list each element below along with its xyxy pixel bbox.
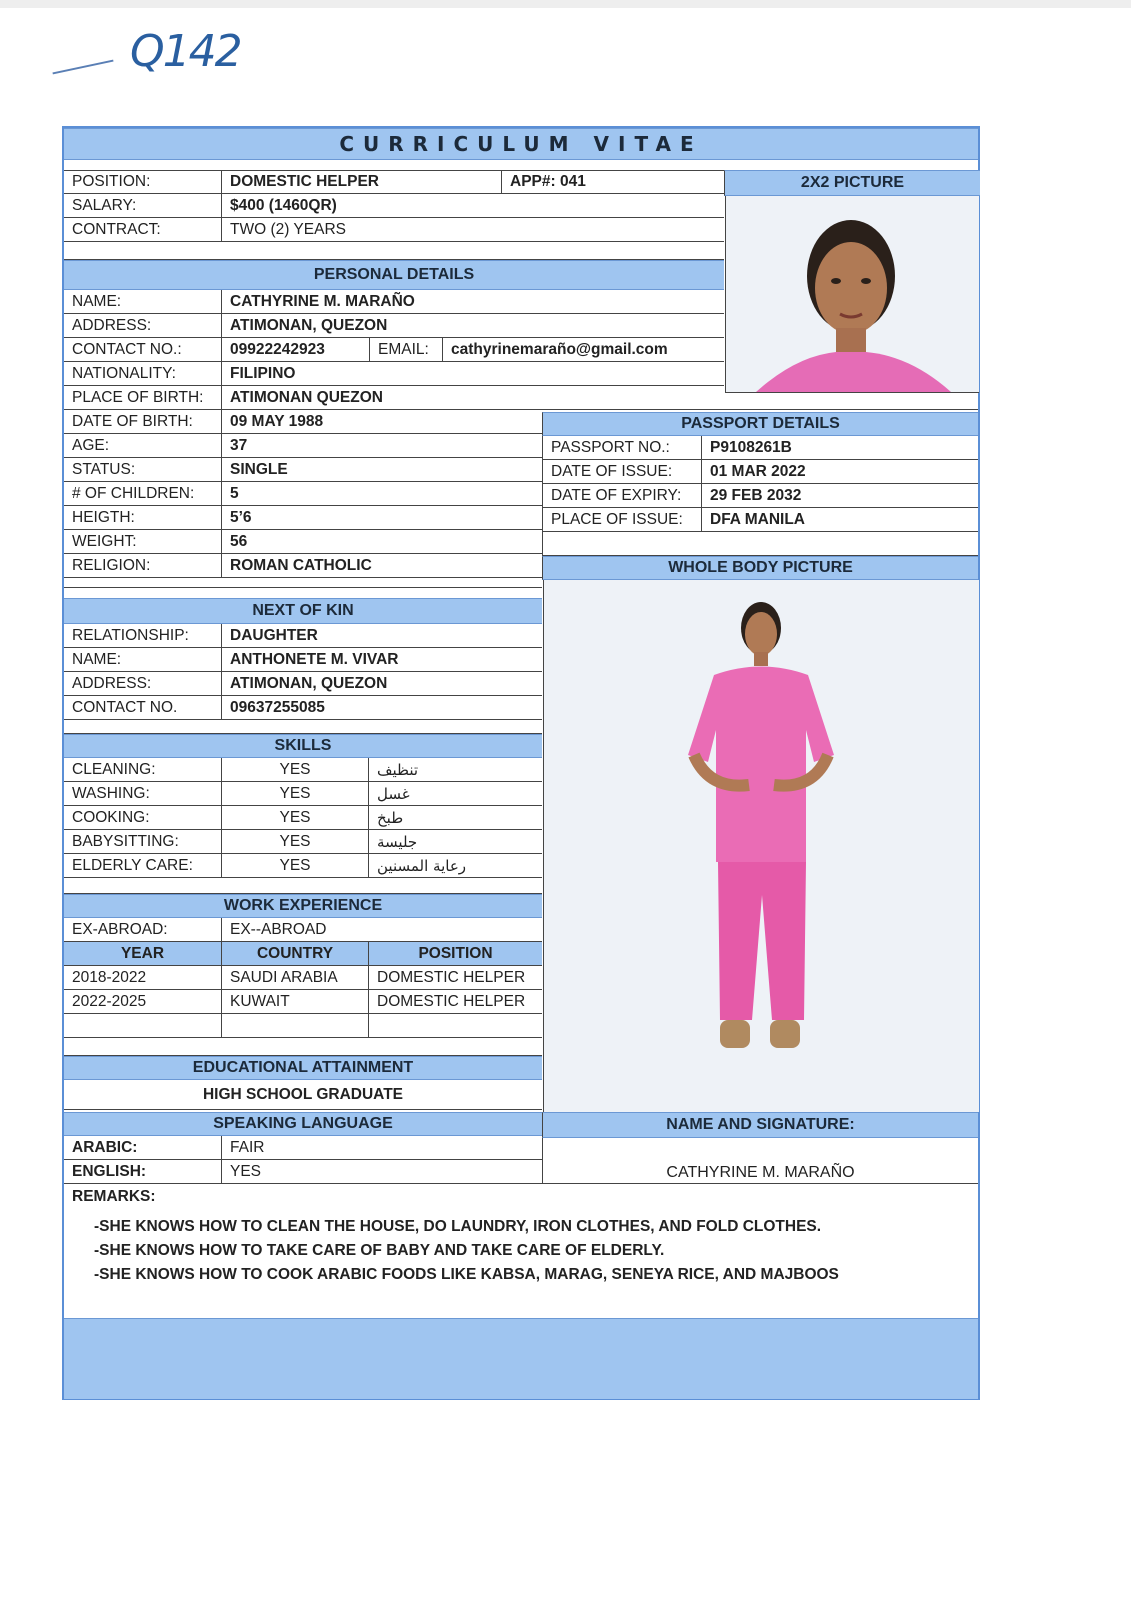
religion-row bbox=[64, 554, 542, 578]
status-row bbox=[64, 458, 542, 482]
skill-row bbox=[64, 854, 542, 878]
skills-header: SKILLS bbox=[64, 734, 542, 758]
issue-date-label: DATE OF ISSUE: bbox=[551, 462, 673, 480]
place-of-birth-row bbox=[64, 386, 978, 410]
education-row bbox=[64, 1080, 542, 1110]
passport-no-row bbox=[542, 436, 978, 460]
nationality-label: NATIONALITY: bbox=[72, 364, 176, 382]
cv-title: CURRICULUM VITAE bbox=[64, 128, 978, 160]
address-row bbox=[64, 314, 724, 338]
place-of-issue-row bbox=[542, 508, 978, 532]
spacer bbox=[542, 532, 978, 556]
skill-value: YES bbox=[221, 782, 368, 805]
age-label: AGE: bbox=[72, 436, 110, 454]
country-column-header: COUNTRY bbox=[221, 942, 368, 965]
skill-arabic: جليسة bbox=[368, 830, 542, 853]
relationship-value: DAUGHTER bbox=[221, 624, 542, 647]
handwritten-dash bbox=[52, 60, 113, 75]
arabic-value: FAIR bbox=[221, 1136, 542, 1159]
contact-row bbox=[64, 338, 724, 362]
spacer bbox=[64, 1038, 542, 1056]
passport-details-header: PASSPORT DETAILS bbox=[542, 412, 978, 436]
name-value: CATHYRINE M. MARAÑO bbox=[221, 290, 724, 313]
relationship-row bbox=[64, 624, 542, 648]
status-label: STATUS: bbox=[72, 460, 136, 478]
spacer bbox=[64, 578, 542, 588]
skill-arabic: تنظيف bbox=[368, 758, 542, 781]
work-row bbox=[64, 990, 542, 1014]
nationality-row bbox=[64, 362, 724, 386]
pob-value: ATIMONAN QUEZON bbox=[221, 386, 978, 409]
position-label: POSITION: bbox=[72, 173, 151, 190]
skill-label: ELDERLY CARE: bbox=[72, 856, 193, 874]
kin-address-value: ATIMONAN, QUEZON bbox=[221, 672, 542, 695]
dob-label: DATE OF BIRTH: bbox=[72, 412, 193, 430]
work-country: SAUDI ARABIA bbox=[221, 966, 368, 989]
spacer bbox=[64, 878, 542, 894]
work-table-header bbox=[64, 942, 542, 966]
status-value: SINGLE bbox=[221, 458, 542, 481]
kin-name-value: ANTHONETE M. VIVAR bbox=[221, 648, 542, 671]
kin-address-row bbox=[64, 672, 542, 696]
weight-value: 56 bbox=[221, 530, 542, 553]
portrait-photo bbox=[726, 196, 979, 392]
expiry-date-label: DATE OF EXPIRY: bbox=[551, 486, 682, 504]
signature-name: CATHYRINE M. MARAÑO bbox=[542, 1138, 978, 1184]
height-label: HEIGTH: bbox=[72, 508, 135, 526]
english-label: ENGLISH: bbox=[72, 1162, 147, 1180]
work-country-empty bbox=[221, 1014, 368, 1037]
issue-date-row bbox=[542, 460, 978, 484]
contract-row bbox=[64, 218, 724, 242]
skill-value: YES bbox=[221, 758, 368, 781]
signature-header: NAME AND SIGNATURE: bbox=[542, 1112, 978, 1138]
weight-row bbox=[64, 530, 542, 554]
contact-value: 09922242923 bbox=[221, 338, 369, 361]
expiry-date-value: 29 FEB 2032 bbox=[701, 484, 979, 507]
age-row bbox=[64, 434, 542, 458]
religion-label: RELIGION: bbox=[72, 556, 151, 574]
nationality-value: FILIPINO bbox=[221, 362, 724, 385]
work-position: DOMESTIC HELPER bbox=[368, 990, 542, 1013]
cv-form bbox=[62, 126, 980, 1400]
email-label: EMAIL: bbox=[369, 338, 442, 361]
name-label: NAME: bbox=[72, 292, 122, 310]
spacer bbox=[64, 242, 724, 260]
kin-name-label: NAME: bbox=[72, 650, 122, 668]
kin-contact-label: CONTACT NO. bbox=[72, 698, 178, 716]
religion-value: ROMAN CATHOLIC bbox=[221, 554, 542, 577]
skill-row bbox=[64, 830, 542, 854]
remarks-section bbox=[72, 1188, 972, 1284]
skill-arabic: رعاية المسنين bbox=[368, 854, 542, 877]
children-label: # OF CHILDREN: bbox=[72, 484, 195, 502]
year-column-header: YEAR bbox=[120, 944, 165, 962]
work-year: 2018-2022 bbox=[72, 968, 147, 986]
issue-date-value: 01 MAR 2022 bbox=[701, 460, 979, 483]
work-year: 2022-2025 bbox=[72, 992, 147, 1010]
remark-line: -SHE KNOWS HOW TO CLEAN THE HOUSE, DO LAUNDRY, IRON CLOTHES, AND FOLD CLOTHES. bbox=[94, 1218, 822, 1235]
height-value: 5’6 bbox=[221, 506, 542, 529]
skill-row bbox=[64, 758, 542, 782]
salary-label: SALARY: bbox=[72, 196, 137, 214]
remark-line: -SHE KNOWS HOW TO TAKE CARE OF BABY AND TAKE CARE OF ELDERLY. bbox=[94, 1242, 665, 1259]
picture-header: 2X2 PICTURE bbox=[724, 170, 980, 196]
address-value: ATIMONAN, QUEZON bbox=[221, 314, 724, 337]
arabic-label: ARABIC: bbox=[72, 1138, 138, 1156]
skill-label: BABYSITTING: bbox=[72, 832, 179, 850]
name-row bbox=[64, 290, 724, 314]
skill-row bbox=[64, 782, 542, 806]
position-row bbox=[64, 170, 724, 194]
contract-value: TWO (2) YEARS bbox=[221, 218, 724, 241]
passport-photo bbox=[725, 196, 979, 393]
date-of-birth-row bbox=[64, 410, 542, 434]
salary-row bbox=[64, 194, 724, 218]
skill-value: YES bbox=[221, 830, 368, 853]
handwritten-code bbox=[52, 22, 252, 92]
ex-abroad-value: EX--ABROAD bbox=[221, 918, 542, 941]
whole-body-photo bbox=[543, 580, 979, 1112]
language-header: SPEAKING LANGUAGE bbox=[64, 1112, 542, 1136]
remark-line: -SHE KNOWS HOW TO COOK ARABIC FOODS LIKE KABSA, MARAG, SENEYA RICE, AND MAJBOOS bbox=[94, 1266, 839, 1283]
full-body-photo bbox=[544, 580, 979, 1112]
english-value: YES bbox=[221, 1160, 542, 1183]
work-row-empty bbox=[64, 1014, 542, 1038]
skill-row bbox=[64, 806, 542, 830]
handwritten-code-text: Q142 bbox=[130, 26, 241, 77]
skill-value: YES bbox=[221, 854, 368, 877]
place-of-issue-value: DFA MANILA bbox=[701, 508, 979, 531]
passport-no-value: P9108261B bbox=[701, 436, 979, 459]
skill-label: WASHING: bbox=[72, 784, 150, 802]
next-of-kin-header: NEXT OF KIN bbox=[64, 598, 542, 624]
scan-edge bbox=[0, 0, 1131, 8]
ex-abroad-label: EX-ABROAD: bbox=[72, 920, 168, 938]
kin-name-row bbox=[64, 648, 542, 672]
kin-contact-row bbox=[64, 696, 542, 720]
skill-arabic: غسل bbox=[368, 782, 542, 805]
work-country: KUWAIT bbox=[221, 990, 368, 1013]
spacer bbox=[64, 720, 542, 734]
skill-label: COOKING: bbox=[72, 808, 150, 826]
work-row bbox=[64, 966, 542, 990]
kin-contact-value: 09637255085 bbox=[221, 696, 542, 719]
position-value: DOMESTIC HELPER bbox=[221, 171, 501, 193]
position-column-header: POSITION bbox=[368, 942, 542, 965]
whole-body-header: WHOLE BODY PICTURE bbox=[542, 556, 978, 580]
kin-address-label: ADDRESS: bbox=[72, 674, 152, 692]
remarks-label: REMARKS: bbox=[72, 1188, 156, 1205]
salary-value: $400 (1460QR) bbox=[221, 194, 724, 217]
work-position: DOMESTIC HELPER bbox=[368, 966, 542, 989]
children-value: 5 bbox=[221, 482, 542, 505]
skill-arabic: طبخ bbox=[368, 806, 542, 829]
work-year-empty bbox=[64, 1014, 221, 1037]
passport-no-label: PASSPORT NO.: bbox=[551, 438, 670, 456]
personal-details-header: PERSONAL DETAILS bbox=[64, 260, 724, 290]
dob-value: 09 MAY 1988 bbox=[221, 410, 542, 433]
relationship-label: RELATIONSHIP: bbox=[72, 626, 189, 644]
arabic-row bbox=[64, 1136, 542, 1160]
height-row bbox=[64, 506, 542, 530]
skill-value: YES bbox=[221, 806, 368, 829]
weight-label: WEIGHT: bbox=[72, 532, 137, 550]
children-row bbox=[64, 482, 542, 506]
education-header: EDUCATIONAL ATTAINMENT bbox=[64, 1056, 542, 1080]
age-value: 37 bbox=[221, 434, 542, 457]
work-experience-header: WORK EXPERIENCE bbox=[64, 894, 542, 918]
app-number: APP#: 041 bbox=[501, 171, 724, 193]
education-value: HIGH SCHOOL GRADUATE bbox=[202, 1085, 404, 1103]
pob-label: PLACE OF BIRTH: bbox=[72, 388, 204, 406]
address-label: ADDRESS: bbox=[72, 316, 152, 334]
work-position-empty bbox=[368, 1014, 542, 1037]
contact-label: CONTACT NO.: bbox=[72, 340, 182, 358]
skill-label: CLEANING: bbox=[72, 760, 156, 778]
ex-abroad-row bbox=[64, 918, 542, 942]
footer-band bbox=[64, 1318, 978, 1399]
expiry-date-row bbox=[542, 484, 978, 508]
place-of-issue-label: PLACE OF ISSUE: bbox=[551, 510, 683, 528]
email-value: cathyrinemaraño@gmail.com bbox=[442, 338, 724, 361]
contract-label: CONTRACT: bbox=[72, 220, 161, 238]
